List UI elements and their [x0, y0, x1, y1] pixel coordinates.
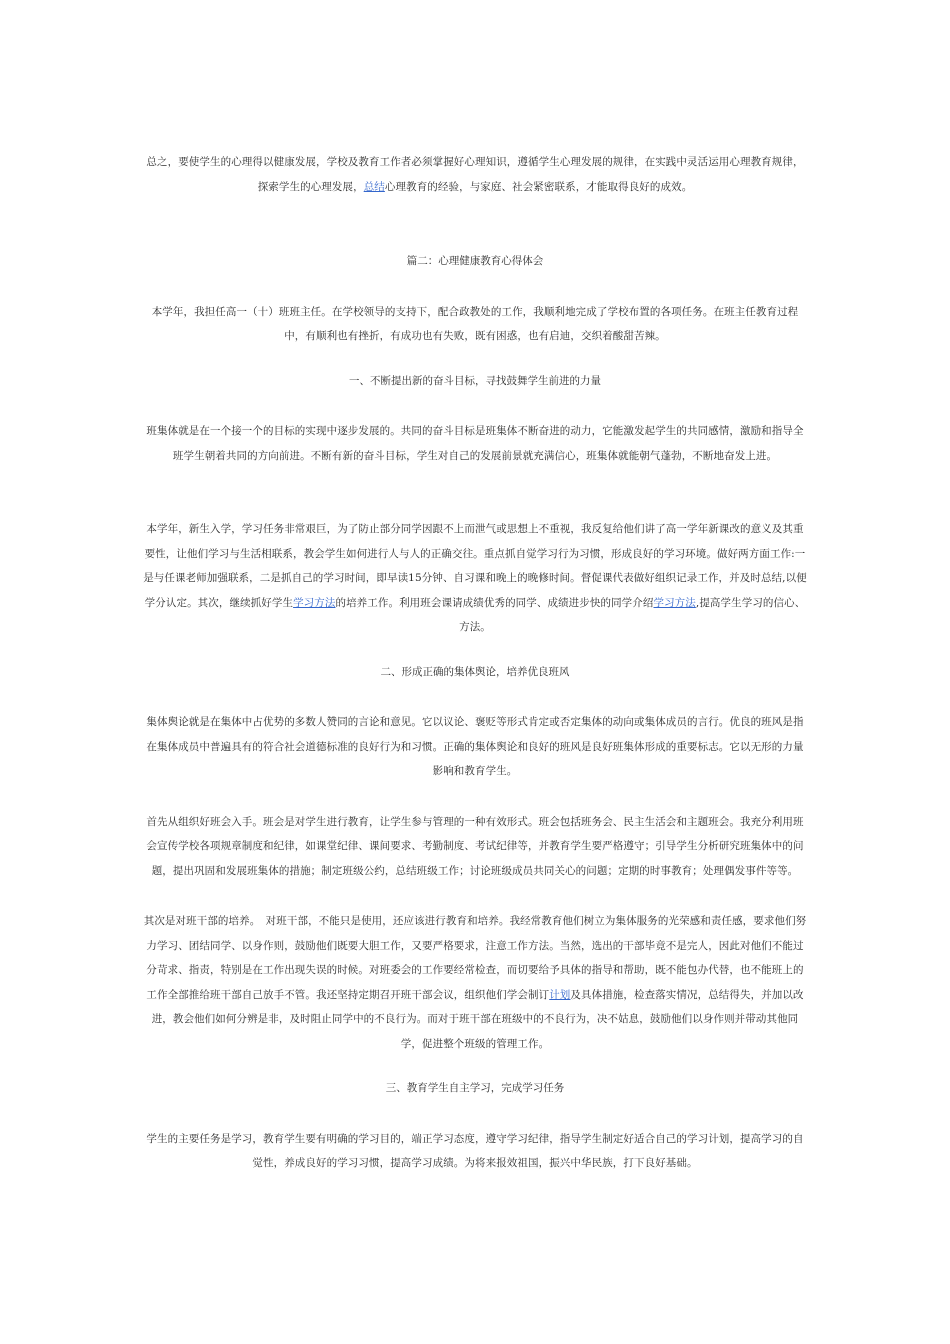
- article-title: 篇二：心理健康教育心得体会: [406, 255, 544, 267]
- link-summary[interactable]: 总结: [363, 180, 385, 193]
- paragraph-text: 总之，要使学生的心理得以健康发展，学校及教育工作者必须掌握好心理知识，遵循学生心理发展的规律，在实践中灵活运用心理教育规律，探索学生的心理发展，: [146, 156, 804, 193]
- link-study-method[interactable]: 学习方法: [293, 596, 336, 609]
- document-body: [143, 150, 807, 1176]
- paragraph-text: 及具体措施，检查落实情况，总结得失，并加以改进，教会他们如何分辨是非，及时阻止同学中的不良行为。而对于班干部在班级中的不良行为，决不姑息，鼓励他们以身作则并带动其他同学，促进整个班级的管理工作。: [151, 988, 804, 1050]
- section-heading-3: 三、教育学生自主学习，完成学习任务: [385, 1082, 565, 1094]
- paragraph-new-students: [143, 517, 807, 640]
- link-plan[interactable]: 计划: [549, 988, 571, 1001]
- section-heading-2: 二、形成正确的集体舆论，培养优良班风: [380, 665, 570, 678]
- paragraph-text: 心理教育的经验，与家庭、社会紧密联系，才能取得良好的成效。: [384, 180, 693, 193]
- paragraph-class-meeting: 首先从组织好班会入手。班会是对学生进行教育，让学生参与管理的一种有效形式。班会包括班务会、民主生活会和主题班会。我充分利用班会宣传学校各项规章制度和纪律，如课堂纪律、课间要求、考勤制度、考试纪律等，并教育学生要严格遵守；引导学生分析研究班集体中的问题，提出巩固和发展班集体的措施；制定班级公约，总结班级工作；讨论班级成员共同关心的问题；定期的时事教育；处理偶发事件等等。: [146, 815, 804, 877]
- paragraph-text: 其次是对班干部的培养。 对班干部，不能只是使用，还应该进行教育和培养。我经常教育他们树立为集体服务的光荣感和责任感，要求他们努力学习、团结同学、以身作则，鼓励他们既要大胆工作，又要严格要求，注意工作方法。当然，选出的干部毕竟不是完人，因此对他们不能过分苛求、指责，特别是在工作出现失误的时候。对班委会的工作要经常检查，而切要给予具体的指导和帮助，既不能包办代替，也不能班上的工作全部推给班干部自己放手不管。我还坚持定期召开班干部会议，组织他们学会制订: [143, 915, 807, 1001]
- paragraph-class-cadres: [143, 909, 807, 1056]
- paragraph-goals: 班集体就是在一个接一个的目标的实现中逐步发展的。共同的奋斗目标是班集体不断奋进的动力，它能激发起学生的共同感情，激励和指导全班学生朝着共同的方向前进。不断有新的奋斗目标，学生对自己的发展前景就充满信心，班集体就能朝气蓬勃，不断地奋发上进。: [146, 425, 804, 462]
- section-heading-1: 一、不断提出新的奋斗目标，寻找鼓舞学生前进的力量: [349, 374, 601, 387]
- paragraph-text: ,提高学生学习的信心、方法。: [459, 596, 806, 633]
- paragraph-public-opinion: 集体舆论就是在集体中占优势的多数人赞同的言论和意见。它以议论、褒贬等形式肯定或否定集体的动向或集体成员的言行。优良的班风是指在集体成员中普遍具有的符合社会道德标准的良好行为和习惯。正确的集体舆论和良好的班风是良好班集体形成的重要标志。它以无形的力量影响和教育学生。: [146, 716, 804, 777]
- paragraph-intro: 本学年，我担任高一（十）班班主任。在学校领导的支持下，配合政教处的工作，我顺利地完成了学校布置的各项任务。在班主任教育过程中，有顺利也有挫折，有成功也有失败，既有困惑，也有启迪，交织着酸甜苦辣。: [151, 305, 799, 342]
- paragraph-self-study: 学生的主要任务是学习，教育学生要有明确的学习目的，端正学习态度，遵守学习纪律，指导学生制定好适合自己的学习计划，提高学习的自觉性，养成良好的学习习惯，提高学习成绩。为将来报效祖国，振兴中华民族，打下良好基础。: [146, 1132, 804, 1169]
- link-study-method[interactable]: 学习方法: [653, 596, 696, 609]
- paragraph-text: 本学年，新生入学，学习任务非常艰巨，为了防止部分同学因跟不上而泄气或思想上不重视，我反复给他们讲了高一学年新课改的意义及其重要性，让他们学习与生活相联系，教会学生如何进行人与人的正确交往。重点抓自觉学习行为习惯，形成良好的学习环境。做好两方面工作:一是与任课老师加强联系，二是抓自己的学习时间，即早读15分钟、自习课和晚上的晚修时间。督促课代表做好组织记录工作，并及时总结,以便学分认定。其次，继续抓好学生: [143, 523, 807, 609]
- paragraph-text: 的培养工作。利用班会课请成绩优秀的同学、成绩进步快的同学介绍: [335, 596, 654, 609]
- paragraph-summary: [143, 150, 807, 199]
